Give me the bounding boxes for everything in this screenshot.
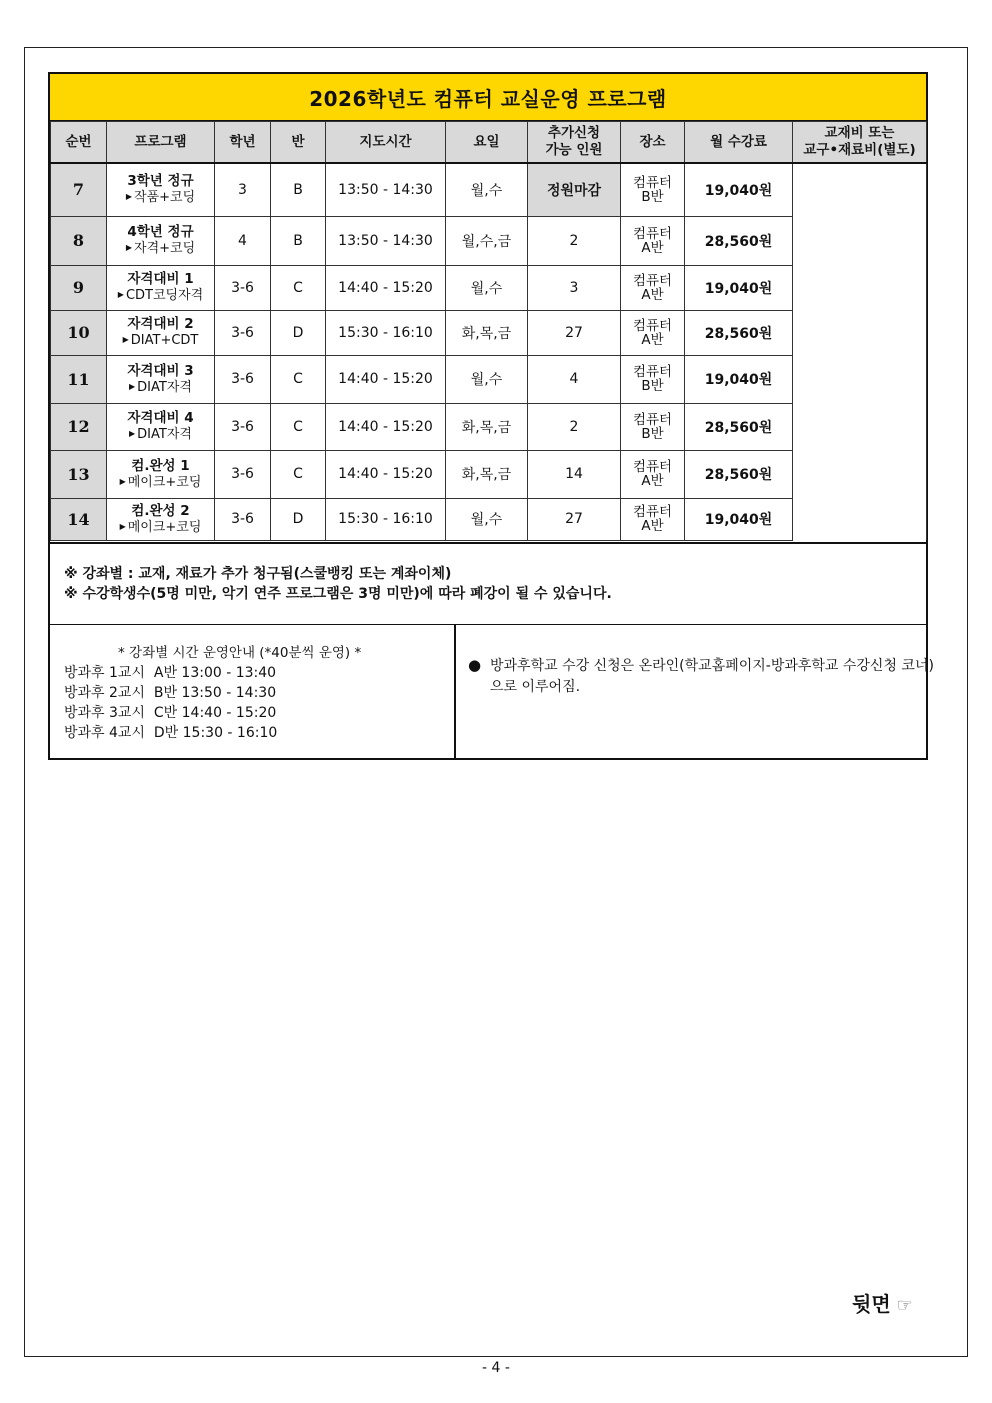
col-header-no: 순번 [51, 122, 107, 164]
extra-cell: 14 [528, 450, 621, 498]
fee-cell: 28,560원 [685, 403, 793, 450]
info-section [50, 624, 934, 758]
place-cell: 컴퓨터 A반 [621, 498, 685, 540]
place-cell: 컴퓨터 A반 [621, 265, 685, 310]
col-header-place: 장소 [621, 122, 685, 164]
triangle-bullet-icon: ▶ [125, 243, 133, 252]
fee-cell: 19,040원 [685, 163, 793, 216]
col-header-class: 반 [271, 122, 326, 164]
note-line: ※ 수강학생수(5명 미만, 악기 연주 프로그램은 3명 미만)에 따라 폐강이 될 수 있습니다. [64, 586, 612, 602]
place-cell: 컴퓨터 A반 [621, 216, 685, 265]
fee-cell: 19,040원 [685, 355, 793, 403]
grade-cell: 3-6 [215, 450, 271, 498]
col-header-days: 요일 [446, 122, 528, 164]
days-cell: 화,목,금 [446, 450, 528, 498]
time-cell: 14:40 - 15:20 [326, 355, 446, 403]
time-cell: 14:40 - 15:20 [326, 450, 446, 498]
schedule-line: 방과후 3교시 C반 14:40 - 15:20 [64, 705, 277, 721]
fee-cell: 19,040원 [685, 265, 793, 310]
extra-cell: 정원마감 [528, 163, 621, 216]
schedule-line: 방과후 4교시 D반 15:30 - 16:10 [64, 725, 278, 741]
schedule-title: * 강좌별 시간 운영안내 (*40분씩 운영) * [118, 645, 362, 661]
row-number: 7 [51, 163, 107, 216]
days-cell: 화,목,금 [446, 310, 528, 355]
schedule-line: 방과후 2교시 B반 13:50 - 14:30 [64, 685, 277, 701]
class-cell: B [271, 163, 326, 216]
class-cell: C [271, 450, 326, 498]
program-box [48, 72, 934, 760]
place-cell: 컴퓨터 B반 [621, 403, 685, 450]
class-cell: C [271, 403, 326, 450]
program-cell: 컴.완성 2 ▶ 메이크+코딩 [107, 498, 215, 540]
grade-cell: 3-6 [215, 265, 271, 310]
class-cell: C [271, 265, 326, 310]
class-cell: B [271, 216, 326, 265]
place-cell: 컴퓨터 B반 [621, 355, 685, 403]
extra-cell: 4 [528, 355, 621, 403]
extra-cell: 3 [528, 265, 621, 310]
time-cell: 13:50 - 14:30 [326, 216, 446, 265]
online-notice [468, 655, 938, 698]
place-cell: 컴퓨터 B반 [621, 163, 685, 216]
days-cell: 화,목,금 [446, 403, 528, 450]
note-line: ※ 강좌별 : 교재, 재료가 추가 청구됨(스쿨뱅킹 또는 계좌이체) [64, 566, 452, 582]
place-cell: 컴퓨터 A반 [621, 310, 685, 355]
days-cell: 월,수,금 [446, 216, 528, 265]
triangle-bullet-icon: ▶ [122, 335, 129, 344]
time-cell: 13:50 - 14:30 [326, 163, 446, 216]
row-number: 14 [51, 498, 107, 540]
time-cell: 14:40 - 15:20 [326, 265, 446, 310]
fee-cell: 28,560원 [685, 450, 793, 498]
days-cell: 월,수 [446, 498, 528, 540]
schedule-guide [50, 625, 456, 758]
row-number: 10 [51, 310, 107, 355]
grade-cell: 3-6 [215, 498, 271, 540]
triangle-bullet-icon: ▶ [119, 476, 126, 486]
class-cell: D [271, 310, 326, 355]
grade-cell: 3-6 [215, 310, 271, 355]
time-cell: 15:30 - 16:10 [326, 310, 446, 355]
program-cell: 4학년 정규 ▶ 자격+코딩 [107, 216, 215, 265]
online-notice-text: 방과후학교 수강 신청은 온라인(학교홈페이지-방과후학교 수강신청 코너)으로 이루어짐. [490, 658, 934, 695]
schedule-line: 방과후 1교시 A반 13:00 - 13:40 [64, 665, 277, 681]
back-page-label: 뒷면 [852, 1292, 891, 1316]
col-header-fee: 월 수강료 [685, 122, 793, 164]
program-table [50, 121, 927, 541]
extra-cell: 27 [528, 310, 621, 355]
fee-cell: 28,560원 [685, 216, 793, 265]
triangle-bullet-icon: ▶ [129, 381, 136, 391]
triangle-bullet-icon: ▶ [125, 192, 133, 202]
triangle-bullet-icon: ▶ [117, 290, 124, 299]
col-header-material: 교재비 또는 교구•재료비(별도) [793, 122, 927, 164]
table-header-row [51, 122, 927, 164]
filled-circle-bullet-icon: ● [468, 656, 482, 674]
program-cell: 자격대비 3 ▶ DIAT자격 [107, 355, 215, 403]
grade-cell: 4 [215, 216, 271, 265]
pointing-hand-icon: ☞ [896, 1295, 913, 1316]
triangle-bullet-icon: ▶ [119, 521, 126, 531]
col-header-extra: 추가신청 가능 인원 [528, 122, 621, 164]
row-number: 9 [51, 265, 107, 310]
class-cell: C [271, 355, 326, 403]
material-cell [793, 163, 927, 540]
time-cell: 15:30 - 16:10 [326, 498, 446, 540]
program-title: 2026학년도 컴퓨터 교실운영 프로그램 [50, 74, 926, 121]
days-cell: 월,수 [446, 355, 528, 403]
col-header-program: 프로그램 [107, 122, 215, 164]
days-cell: 월,수 [446, 265, 528, 310]
time-cell: 14:40 - 15:20 [326, 403, 446, 450]
row-number: 11 [51, 355, 107, 403]
table-row [51, 163, 927, 216]
notes-section [50, 542, 926, 624]
days-cell: 월,수 [446, 163, 528, 216]
place-cell: 컴퓨터 A반 [621, 450, 685, 498]
col-header-time: 지도시간 [326, 122, 446, 164]
row-number: 8 [51, 216, 107, 265]
extra-cell: 2 [528, 216, 621, 265]
grade-cell: 3-6 [215, 403, 271, 450]
program-cell: 3학년 정규 ▶ 작품+코딩 [107, 163, 215, 216]
program-cell: 컴.완성 1 ▶ 메이크+코딩 [107, 450, 215, 498]
row-number: 12 [51, 403, 107, 450]
page-number: - 4 - [482, 1360, 510, 1376]
program-cell: 자격대비 2 ▶ DIAT+CDT [107, 310, 215, 355]
extra-cell: 2 [528, 403, 621, 450]
back-page-indicator [852, 1288, 913, 1317]
class-cell: D [271, 498, 326, 540]
fee-cell: 19,040원 [685, 498, 793, 540]
col-header-grade: 학년 [215, 122, 271, 164]
grade-cell: 3 [215, 163, 271, 216]
extra-cell: 27 [528, 498, 621, 540]
triangle-bullet-icon: ▶ [129, 429, 136, 438]
fee-cell: 28,560원 [685, 310, 793, 355]
program-cell: 자격대비 1 ▶ CDT코딩자격 [107, 265, 215, 310]
program-cell: 자격대비 4 ▶ DIAT자격 [107, 403, 215, 450]
grade-cell: 3-6 [215, 355, 271, 403]
row-number: 13 [51, 450, 107, 498]
